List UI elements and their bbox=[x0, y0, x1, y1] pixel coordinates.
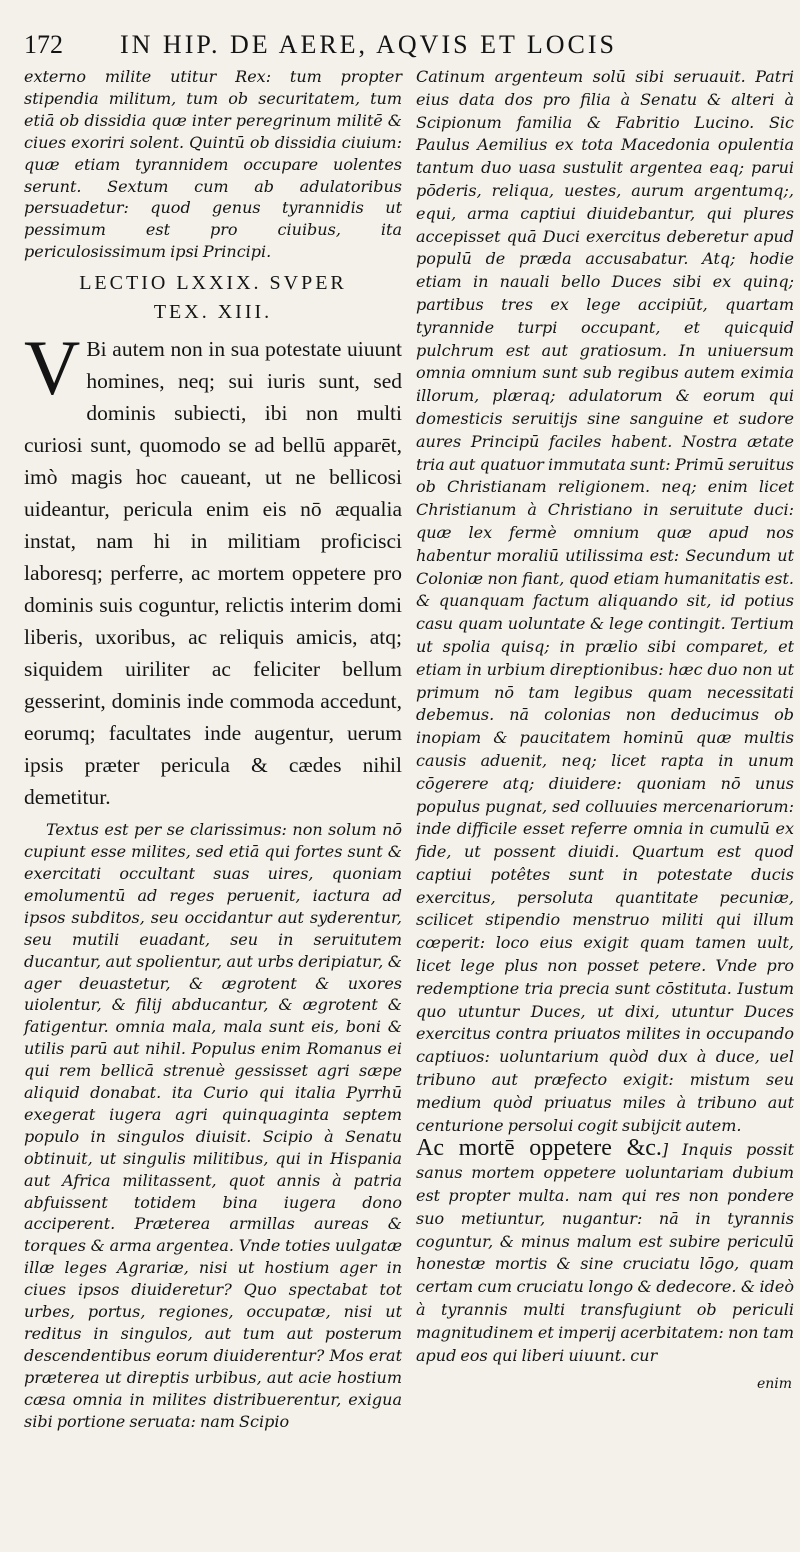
right-column bbox=[416, 66, 794, 1367]
text-paragraph bbox=[24, 324, 402, 813]
lectio-heading-line2: TEX. XIII. bbox=[153, 301, 273, 324]
lectio-heading-line1: LECTIO LXXIX. SVPER bbox=[79, 272, 347, 295]
left-opening-paragraph: externo milite utitur Rex: tum propter stipendia militum, tum ob securitatem, tum etiā ob dissidia quæ inter peregrinum militē & ciues exoriri solent. Quintū ob dissidia ciuium: quæ etiam tyrannidem occupare uolentes serunt. Sextum cum ab adulatoribus persuadetur: quod genus tyrannidis ut pessimum est pro ciuibus, ita periculosissimum ipsi Principi. bbox=[24, 67, 402, 262]
page-number: 172 bbox=[24, 30, 63, 59]
left-column bbox=[24, 66, 402, 1433]
running-title: IN HIP. DE AERE, AQVIS ET LOCIS bbox=[120, 30, 617, 59]
text-body: Bi autem non in sua potestate uiuunt homines, neq; sui iuris sunt, sed dominis subiecti, ibi non multi curiosi sunt, quomodo se ad bellū apparēt, imò magis hoc caueant, ut ne bellicosi uideantur, pericula enim eis nō æqualia instat, nam hi in militiam proficisci laboresq; perferre, ac mortem oppetere pro dominis suis coguntur, relictis interim domi liberis, uxoribus, ac reliquis amicis, atq; siquidem uiriliter ac feliciter bellum gesserint, dominis inde commoda accedunt, eorumq; facultates inde augentur, uerum ipsis præter pericula & cædes nihil demetitur. bbox=[24, 337, 402, 810]
commentary-paragraph: Textus est per se clarissimus: non solum nō cupiunt esse milites, sed etiā qui fortes sunt & exercitati occultant suas uires, quoniam emolumentū ad reges peruenit, iactura ad ipsos subditos, seu occidantur aut syderentur, seu mutili euadant, seu in seruitutem ducantur, aut spolientur, aut urbs deripiatur, & ager deuastetur, & ægrotent & uxores uiolentur, & filij abducantur, & ægrotent & fatigentur. omnia mala, mala sunt eis, boni & utilis parū aut nihil. Populus enim Romanus ei qui rem bellicā strenuè gessisset agri sæpe aliquid donabat. ita Curio qui italia Pyrrhū exegerat iugera agri quinquaginta septem populo in singulos diuisit. Scipio à Senatu obtinuit, ut singulis militibus, qui in Hispania aut Africa militassent, quot annis à patria abfuissent totidem bina iugera dono acciperent. Præterea armillas aureas & torques & arma argentea. Vnde toties uulgatæ illæ leges Agrariæ, nisi ut hostium ager in ciues ipsos diuideretur? Quo spectabat tot urbes, portus, regiones, occupatæ, nisi ut reditus in singulos, aut tum aut posterum descendentibus eorum diuiderentur? Mos erat præterea ut direptis urbibus, aut acie hostium cæsa omnia in milites distribuerentur, exigua sibi portione seruata: nam Scipio bbox=[24, 820, 402, 1431]
lemma-heading: Ac mortē oppetere &c. bbox=[416, 1135, 662, 1162]
lemma-commentary: ] Inquis possit sanus mortem oppetere uoluntariam dubium est propter multa. nam qui res non pondere suo metiuntur, nugantur: nā in tyrannis coguntur, & minus malum est subire periculū honestæ mortis & sine cruciatu lōgo, quam certam cum cruciatu longo & dedecore. & ideò à tyrannis multi transfugiunt ob periculi magnitudinem et imperij acerbitatem: non tam apud eos qui liberi uiuunt. cur bbox=[416, 1140, 794, 1365]
drop-cap-initial: V bbox=[24, 324, 81, 412]
right-opening-paragraph: Catinum argenteum solū sibi seruauit. Patri eius data dos pro filia à Senatu & alteri à Scipionum familia & Fabritio Lucino. Sic Paulus Aemilius ex tota Macedonia opulentia tantum duo uasa sustulit argentea eaq; parui pōderis, reliqua, uestes, aurum argentumq;, equi, arma captiui diuidebantur, qui plures accepisset quā Duci exercitus deberetur apud populū de præda accusabatur. Atq; hodie etiam in nauali bello Duces sibi ex quinq; partibus tres ex lege accipiūt, quartam tyrannide turpi occupant, et quicquid pulchrum est aut gratiosum. In uniuersum omnia omnium sunt sub regibus autem eximia illorum, plæraq; adulatorum & eorum qui domesticis seruitijs sine sanguine et sudore aures Principū faciles habent. Nostra ætate tria aut quatuor immutata sunt: Primū seruitus ob Christianam religionem. neq; enim licet Christianum à Christiano in seruitute duci: quæ lex fermè omnium quæ apud nos habentur moraliū utilissima est: Secundum ut Coloniæ non fiant, quod etiam humanitatis est. & quanquam factum aliquando sit, id potius casu quam uoluntate & lege contingit. Tertium ut spolia quisq; in prælio sibi comparet, et etiam in urbium direptionibus: hæc duo non ut primum nō tam legibus quam necessitati debemus. nā colonias non deducimus ob inopiam & paucitatem hominū quæ multis causis aduenit, neq; licet rapta in unum cōgerere atq; diuidere: quoniam nō unus populus pugnat, sed colluuies mercenariorum: inde difficile esset referre omnia in cumulū ex fide, ut possent diuidi. Quartum est quod captiui potêtes sunt in potestate ducis exercitus, persoluta quantitate pecuniæ, scilicet stipendio menstruo militi qui illum cœperit: loco eius exigit quam tamen uult, licet lege plus non posset petere. Vnde pro redemptione tria precia sunt cōstituta. Iustum quo utuntur Duces, ut dixi, utuntur Duces exercitus contra priuatos milites in occupando captiuos: uoluntarium quòd dux à duce, uel tribuno aut præfecto exigit: mistum seu medium quòd priuatus miles à tribuno aut centurione persolui cogit subijcit autem. bbox=[416, 67, 794, 1135]
catchword: enim bbox=[756, 1376, 792, 1392]
lectio-heading bbox=[24, 269, 402, 327]
lemma-paragraph bbox=[416, 1137, 794, 1367]
running-head bbox=[24, 30, 690, 66]
